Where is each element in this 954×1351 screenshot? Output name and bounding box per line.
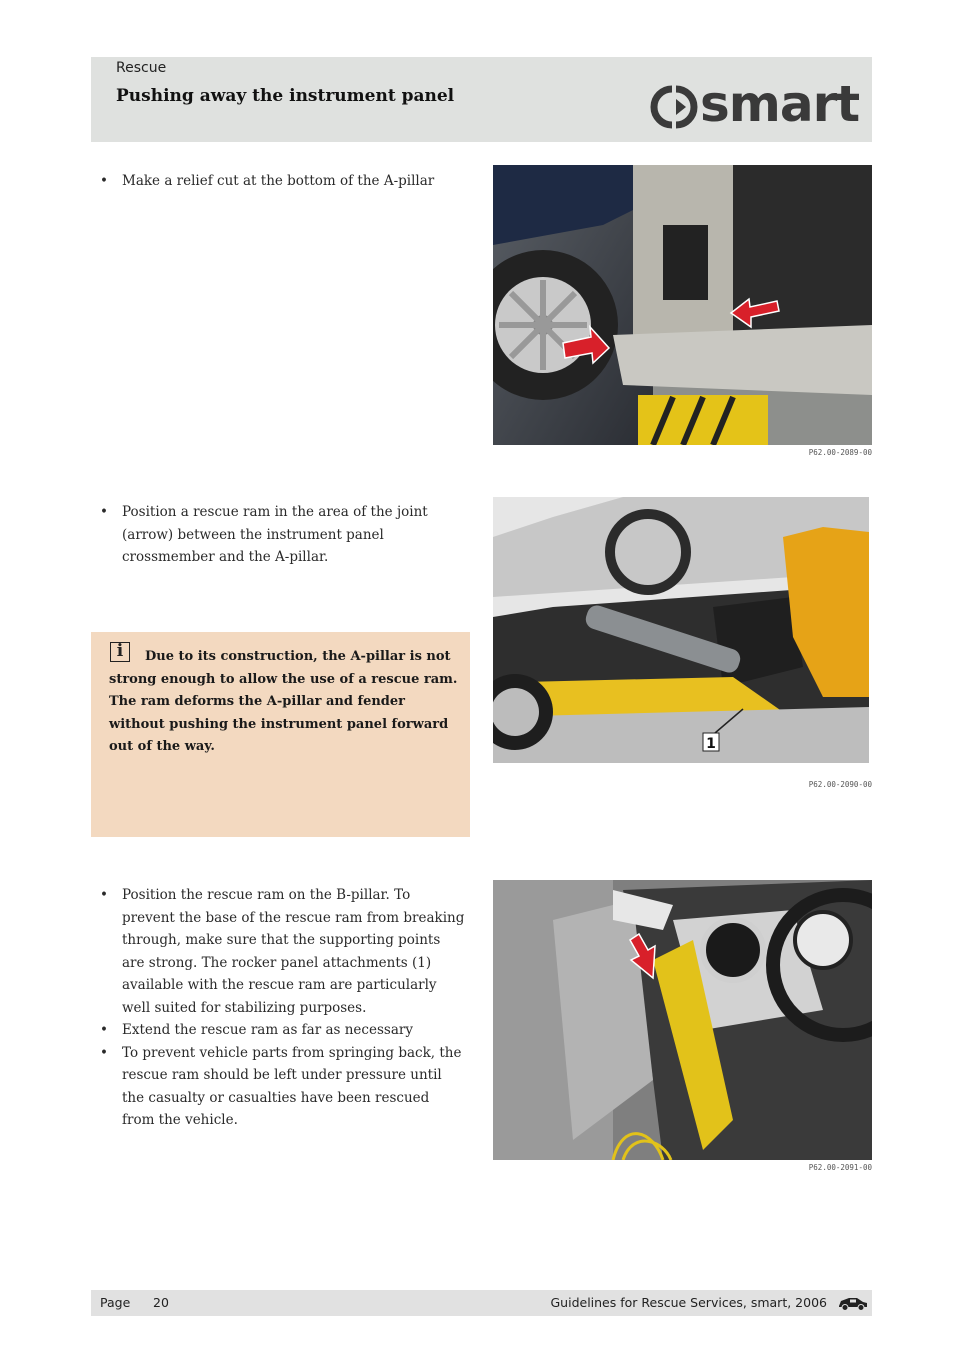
photo-rescue-ram-b-pillar (493, 880, 872, 1160)
smart-logo-icon (650, 83, 698, 131)
list-item: • Make a relief cut at the bottom of the A-pillar (100, 170, 465, 193)
smart-logo (650, 75, 860, 133)
list-item: • Position the rescue ram on the B-pillar. To prevent the base of the rescue ram from breaking through, make sure that the supporting points are strong. The rocker panel attachments (1) available with the rescue ram are particularly well suited for stabilizing purposes. (100, 884, 465, 1019)
photo-caption: P62.00-2090-00 (808, 780, 872, 789)
page-header (91, 57, 872, 142)
list-item: • Position a rescue ram in the area of the joint (arrow) between the instrument panel crossmember and the A-pillar. (100, 501, 465, 569)
info-note (91, 632, 470, 837)
photo-caption: P62.00-2091-00 (808, 1163, 872, 1172)
info-text: Due to its construction, the A-pillar is not strong enough to allow the use of a rescue ram. The ram deforms the A-pillar and fender without pushing the instrument panel forward out of the way. (109, 649, 458, 754)
section-label: Rescue (116, 60, 167, 76)
footer-page-label: Page (100, 1295, 131, 1310)
photo-rescue-ram-position (493, 497, 869, 763)
info-icon: i (110, 642, 130, 662)
instruction-list-2 (100, 501, 465, 569)
page-footer (91, 1290, 872, 1316)
instruction-list-1 (100, 170, 465, 193)
smart-logo-wordmark: smart (700, 75, 860, 133)
instruction-list-3 (100, 884, 465, 1132)
photo-a-pillar-relief-cut (493, 165, 872, 445)
car-icon (837, 1294, 869, 1312)
footer-doc-title: Guidelines for Rescue Services, smart, 2006 (550, 1295, 827, 1310)
list-item: • To prevent vehicle parts from springing back, the rescue ram should be left under pressure until the casualty or casualties have been rescued from the vehicle. (100, 1042, 465, 1132)
list-item: • Extend the rescue ram as far as necessary (100, 1019, 465, 1042)
photo-caption: P62.00-2089-00 (808, 448, 872, 457)
photo-callout-label: 1 (706, 736, 716, 752)
page-title: Pushing away the instrument panel (116, 86, 455, 106)
footer-page-number: 20 (153, 1295, 169, 1310)
